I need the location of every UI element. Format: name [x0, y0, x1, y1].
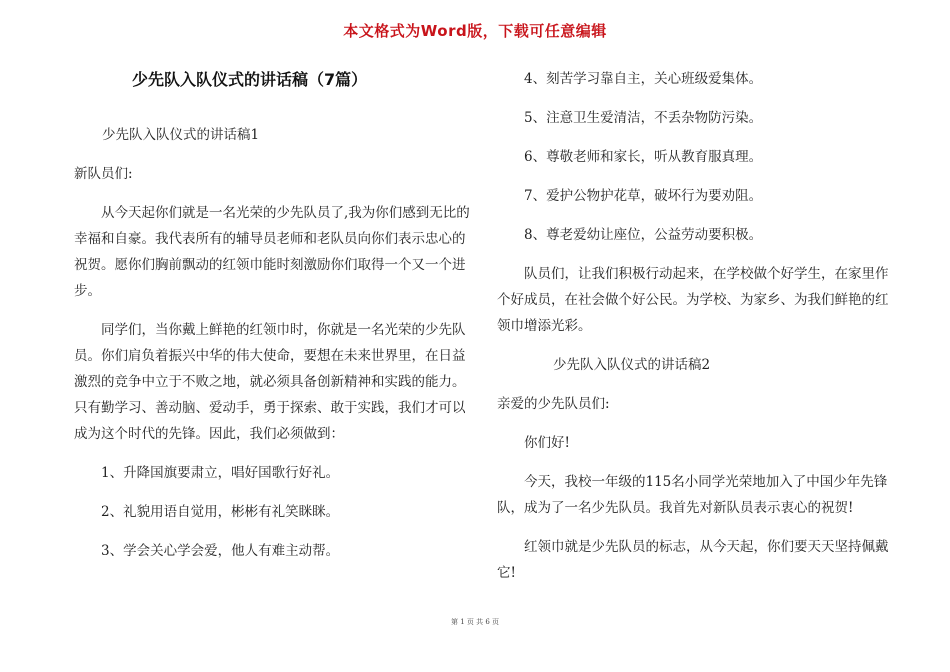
- section-heading-2: 少先队入队仪式的讲话稿2: [553, 357, 711, 373]
- word-format-banner: 本文格式为Word版，下载可任意编辑: [343, 22, 607, 40]
- salutation-new-members: 新队员们:: [74, 166, 133, 182]
- page-number-footer: 第 1 页 共 6 页: [450, 618, 500, 626]
- greeting: 你们好!: [524, 435, 570, 451]
- list-item: 4、刻苦学习靠自主，关心班级爱集体。: [524, 71, 763, 87]
- list-item: 1、升降国旗要肃立，唱好国歌行好礼。: [101, 465, 340, 481]
- right-column: [497, 66, 889, 586]
- left-column: [74, 66, 474, 564]
- list-item: 8、尊老爱幼让座位，公益劳动要积极。: [524, 227, 763, 243]
- paragraph: 今天，我校一年级的115名小同学光荣地加入了中国少年先锋队，成为了一名少先队员。我首先对新队员表示衷心的祝贺!: [497, 474, 888, 516]
- document-title: 少先队入队仪式的讲话稿（7篇）: [132, 70, 368, 89]
- paragraph: 红领巾就是少先队员的标志，从今天起，你们要天天坚持佩戴它!: [497, 539, 889, 581]
- list-item: 7、爱护公物护花草，破坏行为要劝阻。: [524, 188, 763, 204]
- list-item: 6、尊敬老师和家长，听从教育服真理。: [524, 149, 763, 165]
- list-item: 5、注意卫生爱清洁，不丢杂物防污染。: [524, 110, 763, 126]
- section-heading-1: 少先队入队仪式的讲话稿1: [102, 127, 260, 143]
- paragraph: 从今天起你们就是一名光荣的少先队员了,我为你们感到无比的幸福和自豪。我代表所有的辅导员老师和老队员向你们表示忠心的祝贺。愿你们胸前飘动的红领巾能时刻激励你们取得一个又一个进步。: [74, 205, 470, 299]
- list-item: 3、学会关心学会爱，他人有难主动帮。: [101, 543, 340, 559]
- paragraph: 同学们，当你戴上鲜艳的红领巾时，你就是一名光荣的少先队员。你们肩负着振兴中华的伟大使命，要想在未来世界里，在日益激烈的竞争中立于不败之地，就必须具备创新精神和实践的能力。只有勤学习、善动脑、爱动手，勇于探索、敢于实践，我们才可以成为这个时代的先锋。因此，我们必须做到：: [74, 322, 466, 442]
- salutation-dear-members: 亲爱的少先队员们:: [497, 396, 610, 412]
- list-item: 2、礼貌用语自觉用，彬彬有礼笑眯眯。: [101, 504, 340, 520]
- paragraph: 队员们，让我们积极行动起来，在学校做个好学生，在家里作个好成员，在社会做个好公民。为学校、为家乡、为我们鲜艳的红领巾增添光彩。: [497, 266, 889, 334]
